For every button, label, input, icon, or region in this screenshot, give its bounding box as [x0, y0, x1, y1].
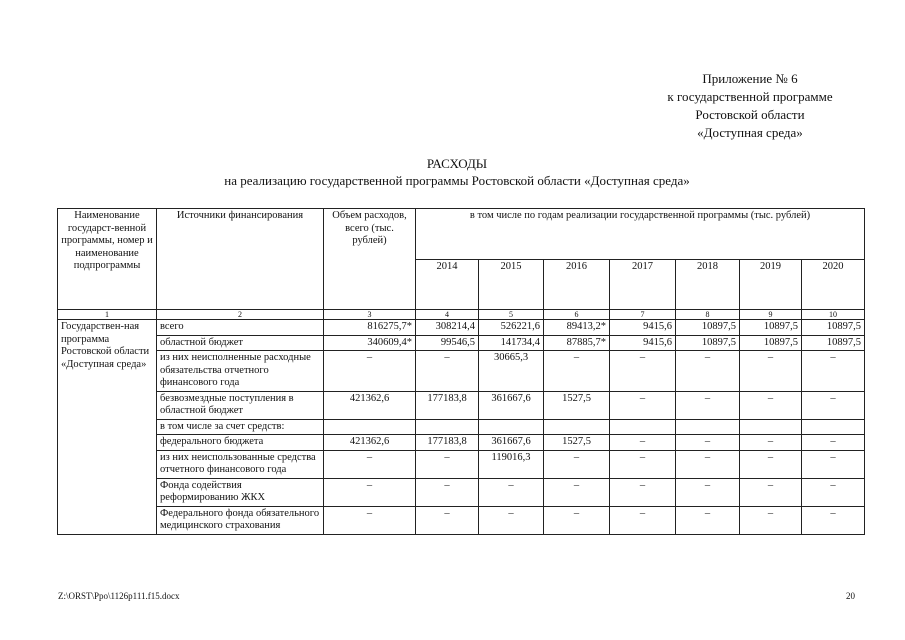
value-cell: 10897,5 [740, 320, 802, 336]
value-cell: – [479, 478, 544, 506]
table-row [58, 391, 865, 419]
table-row [58, 478, 865, 506]
value-cell: – [324, 450, 416, 478]
value-cell: – [479, 506, 544, 534]
table-row [58, 320, 865, 336]
source-cell: областной бюджет [157, 335, 324, 351]
header-sources: Источники финансирования [157, 209, 324, 310]
value-cell: – [416, 506, 479, 534]
expenses-table [57, 208, 865, 535]
appendix-line: к государственной программе [667, 89, 833, 104]
value-cell [610, 419, 676, 435]
source-cell: из них неисполненные расходные обязательства отчетного финансового года [157, 351, 324, 392]
value-cell [802, 419, 865, 435]
column-numbers-row [58, 310, 865, 320]
value-cell: – [324, 351, 416, 392]
value-cell: – [544, 351, 610, 392]
header-by-years: в том числе по годам реализации государственной программы (тыс. рублей) [416, 209, 865, 260]
value-cell [479, 419, 544, 435]
table-row [58, 435, 865, 451]
column-number: 5 [479, 310, 544, 320]
value-cell: – [676, 506, 740, 534]
title-subheading: на реализацию государственной программы Ростовской области «Доступная среда» [224, 173, 690, 188]
header-name: Наименование государст-венной программы, номер и наименование подпрограммы [58, 209, 157, 310]
appendix-line: Приложение № 6 [702, 71, 798, 86]
value-cell: – [610, 478, 676, 506]
value-cell: 119016,3 [479, 450, 544, 478]
value-cell [676, 419, 740, 435]
value-cell: 526221,6 [479, 320, 544, 336]
header-year: 2019 [740, 259, 802, 310]
value-cell: – [544, 506, 610, 534]
table-row [58, 506, 865, 534]
header-year: 2016 [544, 259, 610, 310]
document-title [52, 155, 862, 189]
value-cell: 30665,3 [479, 351, 544, 392]
value-cell: – [544, 450, 610, 478]
value-cell [544, 419, 610, 435]
column-number: 8 [676, 310, 740, 320]
value-cell: – [544, 478, 610, 506]
value-cell: 177183,8 [416, 391, 479, 419]
value-cell: 10897,5 [802, 320, 865, 336]
table-row [58, 335, 865, 351]
value-cell: 99546,5 [416, 335, 479, 351]
value-cell: 1527,5 [544, 435, 610, 451]
title-heading: РАСХОДЫ [426, 156, 488, 171]
source-cell: безвозмездные поступления в областной бюджет [157, 391, 324, 419]
value-cell: 10897,5 [676, 335, 740, 351]
value-cell: – [802, 351, 865, 392]
value-cell [324, 419, 416, 435]
header-year: 2015 [479, 259, 544, 310]
value-cell: 177183,8 [416, 435, 479, 451]
value-cell: – [416, 450, 479, 478]
column-number: 7 [610, 310, 676, 320]
value-cell: – [610, 450, 676, 478]
value-cell: – [416, 351, 479, 392]
value-cell: – [740, 435, 802, 451]
column-number: 1 [58, 310, 157, 320]
value-cell: – [676, 351, 740, 392]
header-year: 2014 [416, 259, 479, 310]
value-cell: 89413,2* [544, 320, 610, 336]
column-number: 3 [324, 310, 416, 320]
column-number: 9 [740, 310, 802, 320]
footer-page-number: 20 [846, 591, 855, 601]
appendix-block [600, 70, 900, 142]
value-cell: 308214,4 [416, 320, 479, 336]
header-row [58, 209, 865, 260]
value-cell: – [416, 478, 479, 506]
header-year: 2018 [676, 259, 740, 310]
value-cell: – [802, 478, 865, 506]
value-cell: – [740, 450, 802, 478]
value-cell: 1527,5 [544, 391, 610, 419]
source-cell: федерального бюджета [157, 435, 324, 451]
value-cell: 9415,6 [610, 335, 676, 351]
value-cell: 10897,5 [802, 335, 865, 351]
source-cell: всего [157, 320, 324, 336]
value-cell: – [610, 435, 676, 451]
value-cell: 421362,6 [324, 435, 416, 451]
value-cell: – [610, 351, 676, 392]
appendix-line: «Доступная среда» [697, 125, 803, 140]
value-cell: – [324, 506, 416, 534]
header-year: 2017 [610, 259, 676, 310]
value-cell: 87885,7* [544, 335, 610, 351]
source-cell: Федерального фонда обязательного медицинского страхования [157, 506, 324, 534]
value-cell: – [676, 435, 740, 451]
value-cell: – [676, 391, 740, 419]
value-cell: 340609,4* [324, 335, 416, 351]
value-cell: 421362,6 [324, 391, 416, 419]
value-cell: – [610, 391, 676, 419]
header-year: 2020 [802, 259, 865, 310]
table-row [58, 419, 865, 435]
value-cell: 361667,6 [479, 435, 544, 451]
value-cell: 9415,6 [610, 320, 676, 336]
column-number: 4 [416, 310, 479, 320]
value-cell: – [802, 506, 865, 534]
value-cell: 141734,4 [479, 335, 544, 351]
value-cell: – [802, 391, 865, 419]
value-cell: – [610, 506, 676, 534]
value-cell [740, 419, 802, 435]
table-row [58, 351, 865, 392]
column-number: 2 [157, 310, 324, 320]
table-row [58, 450, 865, 478]
value-cell: – [676, 450, 740, 478]
value-cell: – [324, 478, 416, 506]
footer-file-path: Z:\ORST\Ppo\1126p111.f15.docx [58, 591, 180, 601]
value-cell: – [740, 506, 802, 534]
value-cell: – [740, 391, 802, 419]
column-number: 6 [544, 310, 610, 320]
value-cell: 10897,5 [676, 320, 740, 336]
value-cell: – [802, 450, 865, 478]
source-cell: в том числе за счет средств: [157, 419, 324, 435]
value-cell: 816275,7* [324, 320, 416, 336]
source-cell: из них неиспользованные средства отчетного финансового года [157, 450, 324, 478]
program-name: Государствен-ная программа Ростовской области «Доступная среда» [58, 320, 157, 535]
source-cell: Фонда содействия реформированию ЖКХ [157, 478, 324, 506]
value-cell: – [676, 478, 740, 506]
value-cell: 361667,6 [479, 391, 544, 419]
appendix-line: Ростовской области [695, 107, 805, 122]
value-cell: – [802, 435, 865, 451]
header-volume: Объем расходов, всего (тыс. рублей) [324, 209, 416, 310]
value-cell: – [740, 478, 802, 506]
value-cell: – [740, 351, 802, 392]
value-cell [416, 419, 479, 435]
value-cell: 10897,5 [740, 335, 802, 351]
column-number: 10 [802, 310, 865, 320]
